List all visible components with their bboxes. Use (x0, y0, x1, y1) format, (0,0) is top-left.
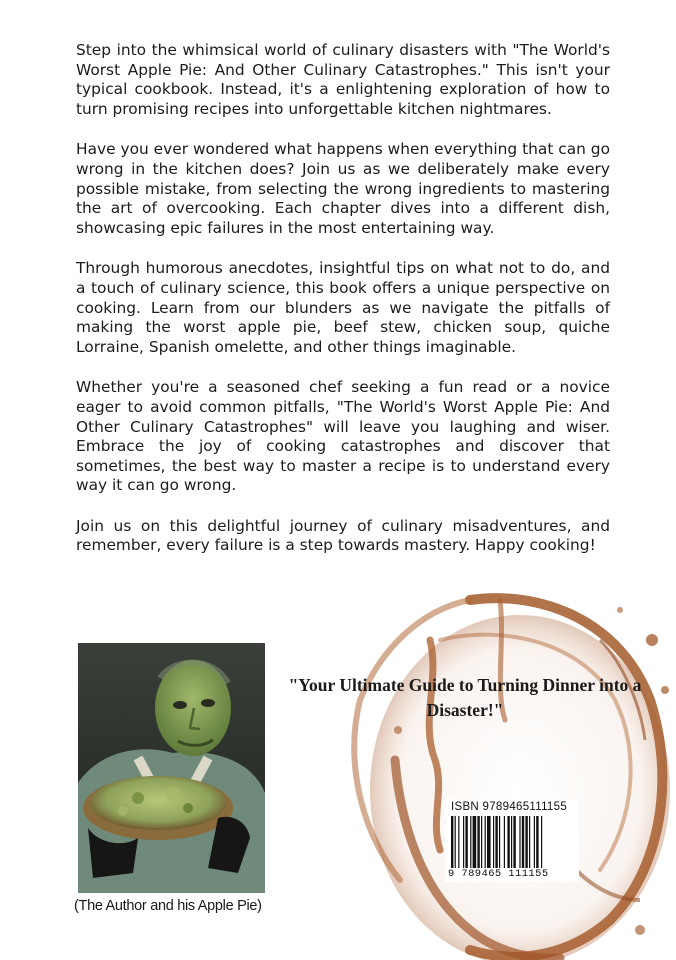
barcode-bar (499, 816, 500, 868)
barcode-bar (536, 816, 538, 868)
isbn-barcode (445, 799, 579, 882)
barcode-bar (493, 816, 494, 868)
isbn-digits: 9 789465 111155 (448, 868, 549, 880)
barcode-bar (455, 816, 456, 868)
blurb-paragraph-3: Through humorous anecdotes, insightful tips on what not to do, and a touch of culinary science, this book offers a unique perspective on cooking. Learn from our blunders as we navigate the pitfalls of making the worst apple pie, beef stew, chicken soup, quiche Lorraine, Spanish omelette, and other things imaginable. (76, 259, 610, 356)
barcode-bar (458, 816, 459, 868)
barcode-bar (511, 816, 512, 868)
barcode-bar (534, 816, 535, 868)
barcode-bar (525, 816, 527, 868)
barcode-bar (481, 816, 482, 868)
barcode-bar (465, 816, 467, 868)
photo-caption: (The Author and his Apple Pie) (74, 898, 262, 914)
author-photo (78, 643, 265, 893)
barcode-bar (513, 816, 515, 868)
isbn-label: ISBN 9789465111155 (451, 801, 568, 813)
barcode-bar (470, 816, 471, 868)
barcode-bar (487, 816, 491, 868)
barcode-bar (541, 816, 542, 868)
blurb-paragraph-5: Join us on this delightful journey of culinary misadventures, and remember, every failure is a step towards mastery. Happy cooking! (76, 516, 610, 555)
blurb-paragraph-4: Whether you're a seasoned chef seeking a fun read or a novice eager to avoid common pitfalls, "The World's Worst Apple Pie: And Other Culinary Catastrophes" will leave you laughing and wiser. Embrace the joy of cooking catastrophes and discover that sometimes, the best way to master a recipe is to understand every way it can go wrong. (76, 378, 610, 495)
blurb-paragraph-1: Step into the whimsical world of culinary disasters with "The World's Worst Apple Pie: And Other Culinary Catastrophes." This isn't your typical cookbook. Instead, it's a enlightening exploration of how to turn promising recipes into unforgettable kitchen nightmares. (76, 41, 610, 118)
tagline: "Your Ultimate Guide to Turning Dinner into a Disaster!" (288, 675, 642, 720)
barcode-bar (451, 816, 453, 868)
barcode-bar (495, 816, 497, 868)
barcode-bar (522, 816, 524, 868)
barcode-bar (473, 816, 477, 868)
barcode-bar (519, 816, 520, 868)
barcode-bars (451, 816, 573, 868)
barcode-bar (463, 816, 464, 868)
barcode-bar (529, 816, 530, 868)
barcode-bar (504, 816, 505, 868)
barcode-bar (477, 816, 479, 868)
barcode-bar (507, 816, 509, 868)
blurb-text (76, 41, 610, 577)
blurb-paragraph-2: Have you ever wondered what happens when everything that can go wrong in the kitchen does? Join us as we deliberately make every possible mistake, from selecting the wrong ingredients to mastering the art of overcooking. Each chapter dives into a different dish, showcasing epic failures in the most entertaining way. (76, 140, 610, 237)
barcode-bar (485, 816, 486, 868)
